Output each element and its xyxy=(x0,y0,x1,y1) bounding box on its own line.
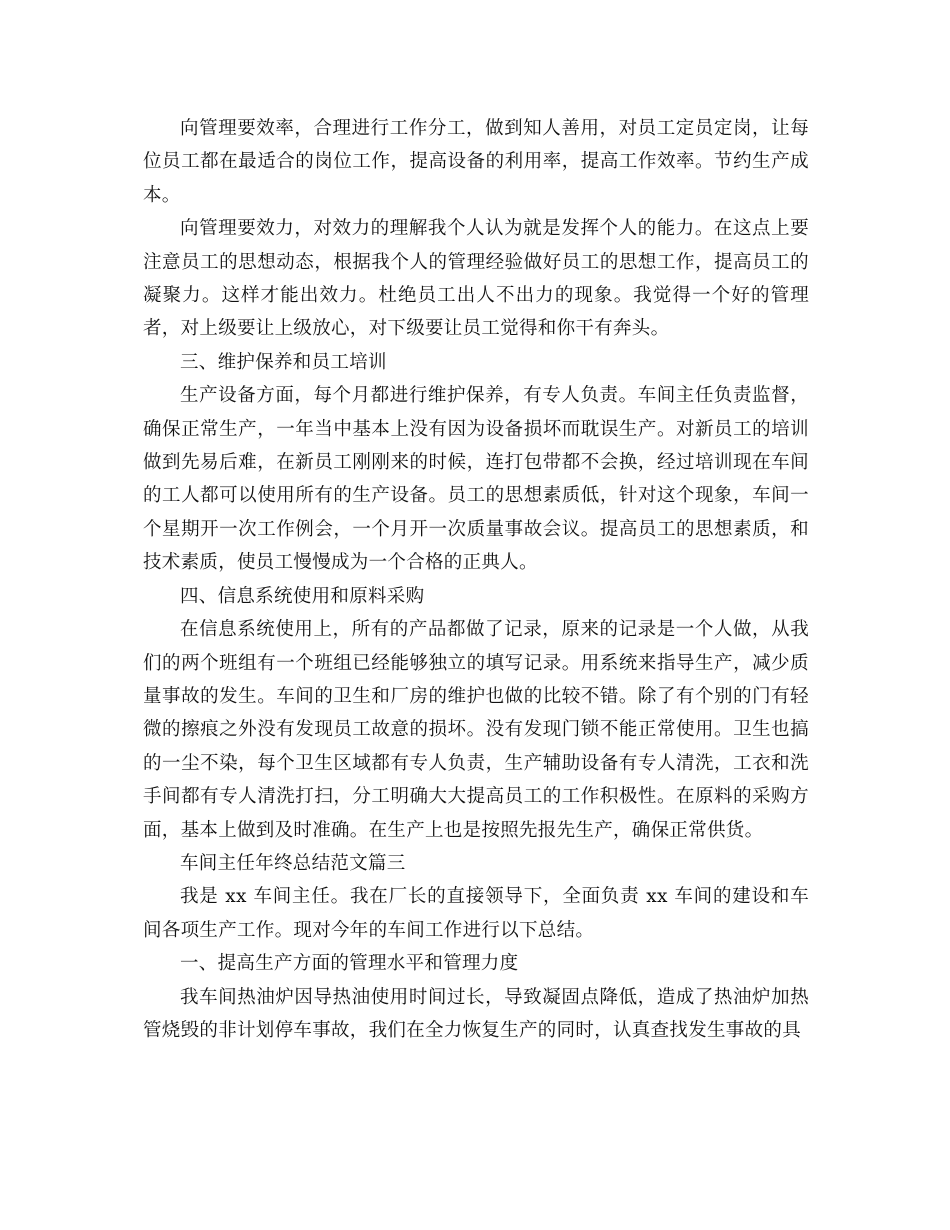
paragraph-introduction: 我是 xx 车间主任。我在厂长的直接领导下，全面负责 xx 车间的建设和车间各项生产工作。现对今年的车间工作进行以下总结。 xyxy=(143,886,809,941)
article-title-part-three: 车间主任年终总结范文篇三 xyxy=(180,852,406,874)
section-heading-info-system-procurement: 四、信息系统使用和原料采购 xyxy=(180,585,425,607)
paragraph-info-system-procurement: 在信息系统使用上，所有的产品都做了记录，原来的记录是一个人做，从我们的两个班组有一个班组已经能够独立的填写记录。用系统来指导生产，减少质量事故的发生。车间的卫生和厂房的维护也做的比较不错。除了有个别的门有轻微的擦痕之外没有发现员工故意的损坏。没有发现门锁不能正常使用。卫生也搞的一尘不染，每个卫生区域都有专人负责，生产辅助设备有专人清洗，工衣和洗手间都有专人清洗打扫，分工明确大大提高员工的工作积极性。在原料的采购方面，基本上做到及时准确。在生产上也是按照先报先生产，确保正常供货。 xyxy=(143,619,809,841)
section-heading-maintenance-training: 三、维护保养和员工培训 xyxy=(180,351,387,373)
paragraph-efficiency: 向管理要效率，合理进行工作分工，做到知人善用，对员工定员定岗，让每位员工都在最适合的岗位工作，提高设备的利用率，提高工作效率。节约生产成本。 xyxy=(143,118,809,206)
document-body xyxy=(143,112,809,1047)
section-heading-management-level: 一、提高生产方面的管理水平和管理力度 xyxy=(180,953,519,975)
paragraph-maintenance-training: 生产设备方面，每个月都进行维护保养，有专人负责。车间主任负责监督，确保正常生产，一年当中基本上没有因为设备损坏而耽误生产。对新员工的培训做到先易后难，在新员工刚刚来的时候，连打包带都不会换，经过培训现在车间的工人都可以使用所有的生产设备。员工的思想素质低，针对这个现象，车间一个星期开一次工作例会，一个月开一次质量事故会议。提高员工的思想素质，和技术素质，使员工慢慢成为一个合格的正典人。 xyxy=(143,385,809,574)
paragraph-effectiveness: 向管理要效力，对效力的理解我个人认为就是发挥个人的能力。在这点上要注意员工的思想动态，根据我个人的管理经验做好员工的思想工作，提高员工的凝聚力。这样才能出效力。杜绝员工出人不出力的现象。我觉得一个好的管理者，对上级要让上级放心，对下级要让员工觉得和你干有奔头。 xyxy=(143,218,809,340)
paragraph-heater-incident: 我车间热油炉因导热油使用时间过长，导致凝固点降低，造成了热油炉加热管烧毁的非计划停车事故，我们在全力恢复生产的同时，认真查找发生事故的具 xyxy=(143,986,809,1041)
